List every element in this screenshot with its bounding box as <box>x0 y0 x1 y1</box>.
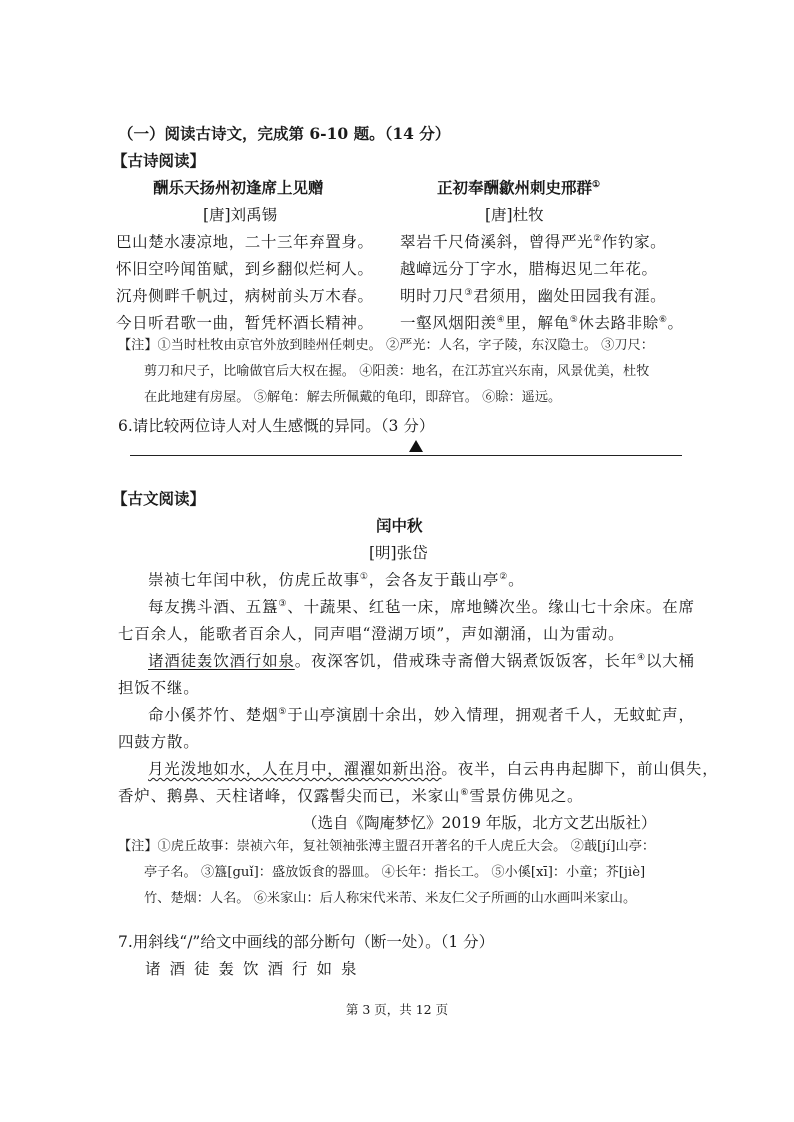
text-segment: 休去路非賒 <box>578 314 659 332</box>
question-6: 6.请比较两位诗人对人生感慨的异同。（3 分） <box>118 417 435 435</box>
poetry-note: 【注】①当时杜牧由京官外放到睦州任刺史。 ②严光：人名，字子陵，东汉隐士。 ③刀尺： <box>118 338 654 353</box>
text-segment: 君须用，幽处田园我有涯。 <box>473 287 667 305</box>
text-segment: 明时刀尺 <box>400 287 465 305</box>
prose-paragraph <box>148 649 695 671</box>
text-segment: 翠岩千尺倚溪斜，曾得严光 <box>400 233 594 251</box>
poetry-note: 在此地建有房屋。 ⑤解龟：解去所佩戴的龟印，即辞官。 ⑥賒：遥远。 <box>144 390 562 405</box>
footnote-mark: ④ <box>496 314 506 325</box>
text-segment: 雪景仿佛见之。 <box>469 787 584 805</box>
text-segment: 正初奉酬歙州刺史邢群 <box>437 178 593 197</box>
footnote-mark: ② <box>499 571 509 582</box>
prose-line: 四鼓方散。 <box>118 733 200 751</box>
text-segment: 命小傒芥竹、楚烟 <box>148 706 279 724</box>
prose-paragraph <box>148 703 695 725</box>
poem1-line: 沉舟侧畔千帆过，病树前头万木春。 <box>116 287 374 305</box>
text-segment: 。 <box>667 314 684 332</box>
section-heading: （一）阅读古诗文，完成第 6-10 题。（14 分） <box>118 124 451 143</box>
prose-source: （选自《陶庵梦忆》2019 年版，北方文艺出版社） <box>302 814 657 832</box>
text-segment: ，会各友于蕺山亭 <box>368 571 500 589</box>
prose-note: 【注】①虎丘故事：崇祯六年，复社领袖张溥主盟召开著名的千人虎丘大会。 ②蕺[jí]山亭： <box>118 839 656 854</box>
prose-note: 竹、楚烟：人名。 ⑥米家山：后人称宋代米芾、米友仁父子所画的山水画叫米家山。 <box>144 891 637 906</box>
poem1-line: 今日听君歌一曲，暂凭杯酒长精神。 <box>116 314 374 332</box>
poem2-author: [唐]杜牧 <box>485 206 544 224</box>
text-segment: 里，解龟 <box>505 314 570 332</box>
prose-paragraph <box>148 595 695 617</box>
footnote-mark: ③ <box>278 598 288 609</box>
prose-label: 【古文阅读】 <box>112 489 206 508</box>
question-7: 7.用斜线“/”给文中画线的部分断句（断一处）。（1 分） <box>118 933 495 951</box>
footnote-mark: ① <box>359 571 369 582</box>
footnote-mark: ④ <box>637 652 646 663</box>
text-segment: 。夜深客饥，借戒珠寺斋僧大锅煮饭饭客，长年 <box>294 652 638 670</box>
poem1-author: [唐]刘禹锡 <box>203 206 278 224</box>
footnote-mark: ⑤ <box>569 314 579 325</box>
text-segment: 。夜半，白云冉冉起脚下，前山俱失， <box>441 760 719 778</box>
poem2-title <box>437 176 600 198</box>
wavy-underlined-phrase: 月光泼地如水，人在月中，濯濯如新出浴 <box>148 760 442 778</box>
footnote-mark: ⑥ <box>460 787 470 798</box>
prose-title: 闰中秋 <box>376 516 423 535</box>
text-segment: 。 <box>508 571 525 589</box>
footnote-mark: ⑥ <box>658 314 668 325</box>
poetry-label: 【古诗阅读】 <box>112 151 206 170</box>
text-segment: 香炉、鹅鼻、天柱诸峰，仅露髻尖而已，米家山 <box>118 787 461 805</box>
prose-line <box>118 784 583 806</box>
poem1-title: 酬乐天扬州初逢席上见赠 <box>153 178 324 197</box>
prose-line: 七百余人，能歌者百余人，同声唱“澄湖万顷”，声如潮涌，山为雷动。 <box>118 625 625 643</box>
poetry-note: 剪刀和尺子，比喻做官后大权在握。 ④阳羡：地名，在江苏宜兴东南，风景优美，杜牧 <box>144 364 650 379</box>
page-footer: 第 3 页，共 12 页 <box>345 1002 449 1017</box>
prose-author: [明]张岱 <box>369 544 428 562</box>
poem1-line: 巴山楚水凄凉地，二十三年弃置身。 <box>116 233 374 251</box>
text-segment: 崇祯七年闰中秋，仿虎丘故事 <box>148 571 360 589</box>
answer-line[interactable] <box>130 455 682 456</box>
text-segment: 于山亭演剧十余出，妙入情理，拥观者千人，无蚊虻声， <box>287 706 695 724</box>
poem2-line <box>400 311 684 333</box>
text-segment: 、十蔬果、红毡一床，席地鳞次坐。缘山七十余床。在席 <box>287 598 695 616</box>
prose-note: 亭子名。 ③簋[guǐ]：盛放饭食的器皿。 ④长年：指长工。 ⑤小傒[xī]：小童；芥[jiè] <box>144 865 646 880</box>
q7-answer-text[interactable]: 诸酒徒轰饮酒行如泉 <box>145 960 366 978</box>
text-segment: 作钓家。 <box>601 233 667 251</box>
footnote-mark: ② <box>593 233 602 244</box>
poem2-line: 越嶂远分丁字水，腊梅迟见二年花。 <box>400 260 658 278</box>
footnote-mark: ⑤ <box>278 706 288 717</box>
footnote-mark: ① <box>592 179 601 190</box>
text-segment: 以大桶 <box>645 652 695 670</box>
text-segment: 每友携斗酒、五簋 <box>148 598 279 616</box>
prose-paragraph <box>148 757 719 779</box>
poem1-line: 怀旧空吟闻笛赋，到乡翻似烂柯人。 <box>116 260 374 278</box>
poem2-line <box>400 284 666 306</box>
prose-line: 担饭不继。 <box>118 679 200 697</box>
answer-triangle-icon <box>409 440 423 452</box>
text-segment: 一壑风烟阳羡 <box>400 314 497 332</box>
footnote-mark: ③ <box>464 287 474 298</box>
poem2-line <box>400 230 666 252</box>
prose-paragraph <box>148 568 524 590</box>
underlined-phrase: 诸酒徒轰饮酒行如泉 <box>148 652 295 670</box>
